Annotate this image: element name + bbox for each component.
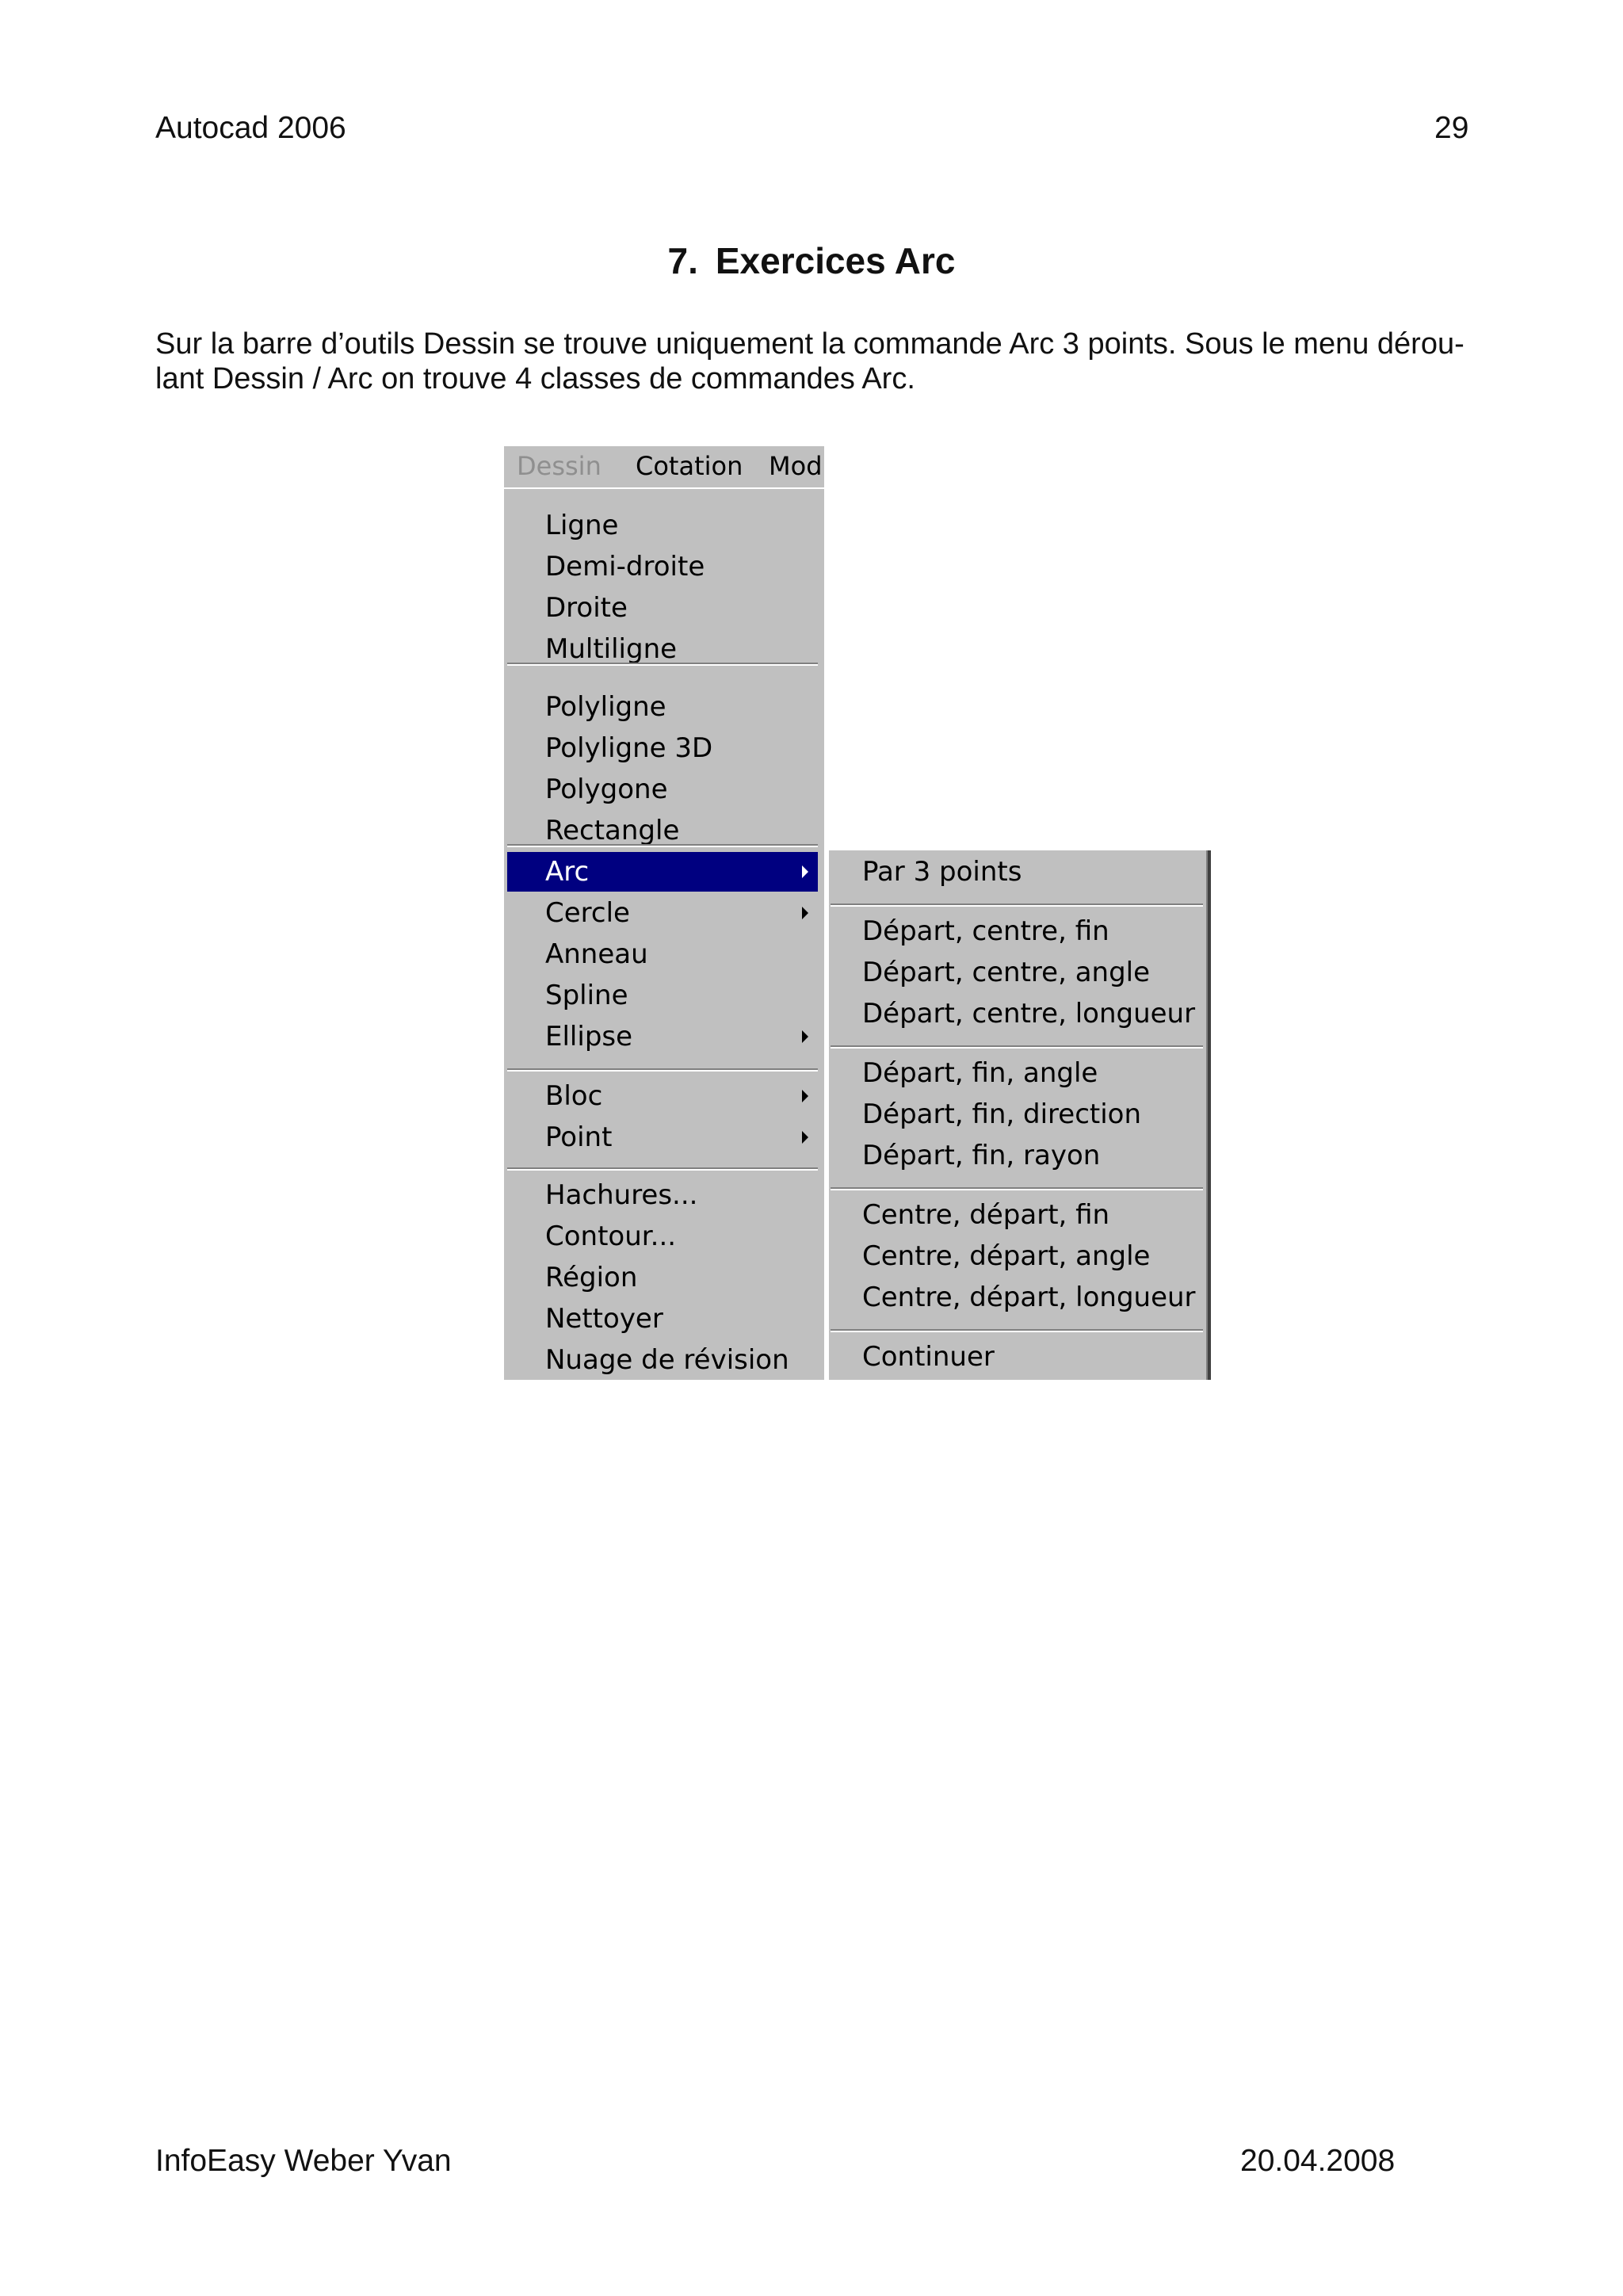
paragraph-line-2: lant Dessin / Arc on trouve 4 classes de commandes Arc. bbox=[155, 362, 915, 395]
arc-submenu bbox=[827, 850, 1211, 1380]
menu-item-label: Départ, fin, angle bbox=[862, 1057, 1098, 1089]
menu-item-label: Continuer bbox=[862, 1341, 995, 1373]
menu-item-label: Polygone bbox=[545, 774, 668, 805]
menu-item-label: Nettoyer bbox=[545, 1303, 663, 1335]
menu-item-polyligne[interactable] bbox=[507, 687, 818, 727]
submenu-arrow-icon bbox=[802, 907, 808, 919]
submenu-item-depart-centre-angle[interactable] bbox=[831, 953, 1203, 992]
submenu-item-depart-fin-angle[interactable] bbox=[831, 1053, 1203, 1093]
footer-author: InfoEasy Weber Yvan bbox=[155, 2144, 452, 2178]
submenu-item-centre-depart-angle[interactable] bbox=[831, 1236, 1203, 1276]
menu-item-polygone[interactable] bbox=[507, 770, 818, 809]
menu-item-hachures[interactable] bbox=[507, 1175, 818, 1215]
submenu-arrow-icon bbox=[802, 865, 808, 878]
page-number: 29 bbox=[1434, 111, 1469, 145]
menu-separator bbox=[831, 1329, 1203, 1332]
menu-item-nettoyer[interactable] bbox=[507, 1299, 818, 1339]
menu-item-contour[interactable] bbox=[507, 1217, 818, 1256]
menu-item-label: Région bbox=[545, 1262, 638, 1293]
submenu-item-depart-fin-direction[interactable] bbox=[831, 1095, 1203, 1134]
menu-separator bbox=[831, 1187, 1203, 1190]
menu-item-label: Départ, centre, longueur bbox=[862, 998, 1196, 1030]
menu-item-label: Point bbox=[545, 1121, 613, 1153]
menu-separator bbox=[507, 1068, 818, 1072]
header-left: Autocad 2006 bbox=[155, 111, 346, 145]
menu-item-label: Nuage de révision bbox=[545, 1344, 789, 1376]
submenu-arrow-icon bbox=[802, 1030, 808, 1043]
menu-item-anneau[interactable] bbox=[507, 934, 818, 974]
menu-item-ellipse[interactable] bbox=[507, 1017, 818, 1056]
menu-item-arc[interactable] bbox=[507, 852, 818, 892]
menu-item-label: Droite bbox=[545, 592, 628, 624]
menu-item-label: Départ, fin, direction bbox=[862, 1098, 1142, 1130]
section-number: 7. bbox=[667, 240, 698, 281]
menu-modify[interactable]: Mod bbox=[769, 451, 823, 481]
menu-item-region[interactable] bbox=[507, 1258, 818, 1297]
menu-item-spline[interactable] bbox=[507, 976, 818, 1015]
submenu-item-centre-depart-fin[interactable] bbox=[831, 1195, 1203, 1235]
submenu-arrow-icon bbox=[802, 1090, 808, 1102]
menu-item-nuage-de-revision[interactable] bbox=[507, 1340, 818, 1380]
menu-separator bbox=[507, 844, 818, 847]
menu-item-label: Anneau bbox=[545, 938, 648, 970]
menu-separator bbox=[507, 1167, 818, 1171]
menu-bar bbox=[504, 446, 824, 487]
submenu-item-continuer[interactable] bbox=[831, 1337, 1203, 1377]
menu-item-label: Ellipse bbox=[545, 1021, 633, 1052]
menu-item-label: Centre, départ, fin bbox=[862, 1199, 1110, 1231]
menu-item-label: Centre, départ, longueur bbox=[862, 1282, 1196, 1313]
menu-item-label: Polyligne bbox=[545, 691, 666, 723]
menu-item-ligne[interactable] bbox=[507, 506, 818, 545]
menu-item-label: Multiligne bbox=[545, 633, 678, 665]
menu-item-label: Bloc bbox=[545, 1080, 603, 1112]
submenu-item-par-3-points[interactable] bbox=[831, 852, 1203, 892]
dessin-menu bbox=[504, 489, 824, 1380]
menu-item-label: Arc bbox=[545, 856, 590, 888]
menu-item-label: Contour... bbox=[545, 1221, 677, 1252]
menu-item-point[interactable] bbox=[507, 1117, 818, 1157]
menu-item-label: Centre, départ, angle bbox=[862, 1240, 1151, 1272]
submenu-item-depart-centre-fin[interactable] bbox=[831, 911, 1203, 951]
menu-item-label: Départ, fin, rayon bbox=[862, 1140, 1101, 1171]
page-title bbox=[0, 239, 1623, 282]
menu-item-label: Spline bbox=[545, 980, 628, 1011]
menu-item-bloc[interactable] bbox=[507, 1076, 818, 1116]
menu-separator bbox=[831, 904, 1203, 907]
menu-item-label: Demi-droite bbox=[545, 551, 705, 583]
menu-item-polyligne-3d[interactable] bbox=[507, 728, 818, 768]
menu-item-demi-droite[interactable] bbox=[507, 547, 818, 586]
submenu-item-centre-depart-longueur[interactable] bbox=[831, 1278, 1203, 1317]
menu-item-label: Ligne bbox=[545, 510, 619, 541]
menu-item-label: Départ, centre, fin bbox=[862, 915, 1109, 947]
menu-item-droite[interactable] bbox=[507, 588, 818, 628]
menu-item-label: Par 3 points bbox=[862, 856, 1022, 888]
footer-date: 20.04.2008 bbox=[1240, 2144, 1396, 2178]
menu-item-label: Polyligne 3D bbox=[545, 732, 713, 764]
submenu-item-depart-fin-rayon[interactable] bbox=[831, 1136, 1203, 1175]
menu-item-label: Hachures... bbox=[545, 1179, 698, 1211]
menu-dessin[interactable]: Dessin bbox=[517, 451, 601, 481]
menu-item-cercle[interactable] bbox=[507, 893, 818, 933]
menu-item-label: Cercle bbox=[545, 897, 630, 929]
menu-item-label: Départ, centre, angle bbox=[862, 957, 1151, 988]
intro-paragraph bbox=[155, 327, 1471, 396]
submenu-arrow-icon bbox=[802, 1131, 808, 1144]
menu-cotation[interactable]: Cotation bbox=[636, 451, 743, 481]
menu-item-label: Rectangle bbox=[545, 815, 680, 846]
paragraph-line-1: Sur la barre d’outils Dessin se trouve uniquement la commande Arc 3 points. Sous le menu dérou- bbox=[155, 327, 1465, 361]
menu-separator bbox=[507, 663, 818, 666]
menu-separator bbox=[831, 1045, 1203, 1049]
submenu-item-depart-centre-longueur[interactable] bbox=[831, 994, 1203, 1033]
section-title: Exercices Arc bbox=[715, 240, 956, 281]
